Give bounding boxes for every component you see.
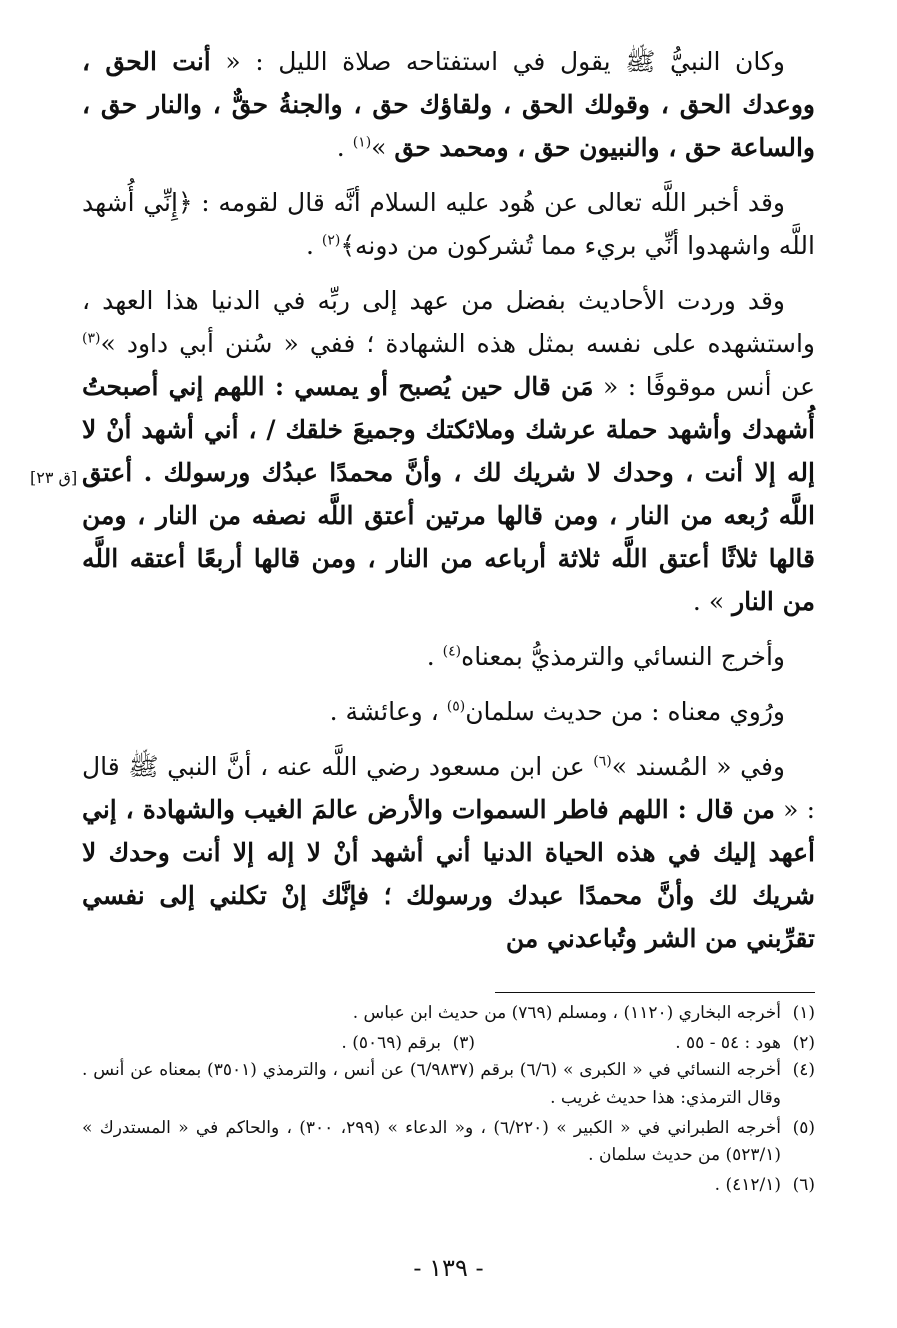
text-run: ورُوي معناه : من حديث سلمان xyxy=(465,697,785,726)
hadith-text: أنت الحق ، ووعدك الحق ، وقولك الحق ، ولقاؤك حق ، والجنةُ حقٌّ ، والنار حق ، والساعة حق ، والنبيون حق ، ومحمد حق xyxy=(82,47,815,162)
text-run: » xyxy=(371,133,395,162)
footnote-number: (٥) xyxy=(792,1117,815,1138)
text-run: وقد وردت الأحاديث بفضل من عهد إلى ربِّه في الدنيا هذا العهد ، واستشهده على نفسه بمثل هذه الشهادة ؛ ففي « سُنن أبي داود » xyxy=(82,286,815,358)
text-run: . xyxy=(305,231,322,260)
footnote-number: (٦) xyxy=(792,1175,815,1196)
footnote-ref: (٥) xyxy=(446,698,466,715)
text-run: عن ابن مسعود رضي اللَّه عنه ، أنَّ النبي ﷺ قال : « xyxy=(82,752,815,824)
hadith-text: مَن قال حين يُصبح أو يمسي : اللهم إني أصبحتُ أُشهدك وأشهد حملة عرشك وملائكتك وجميعَ خلقك / ، أني أشهد أنْ لا إله إلا أنت ، وحدك لا شريك لك ، وأنَّ محمدًا عبدُك ورسولك . أعتق اللَّه رُبعه من النار ، ومن قالها مرتين أعتق اللَّه نصفه من النار ، ومن قالها ثلاثًا أعتق اللَّه ثلاثة أرباعه من النار ، ومن قالها أربعًا أعتقه اللَّه من النار xyxy=(82,372,815,616)
main-text xyxy=(82,40,815,972)
footnote-number: (٤) xyxy=(792,1060,815,1081)
footnote-ref: (٣) xyxy=(82,330,101,347)
text-run: وكان النبيُّ ﷺ يقول في استفتاحه صلاة الليل : « xyxy=(210,47,785,76)
footnotes xyxy=(82,1000,815,1202)
footnote-separator xyxy=(495,992,815,993)
text-run: » . xyxy=(692,587,733,616)
footnote-ref: (٢) xyxy=(321,232,341,249)
paragraph xyxy=(82,635,815,678)
footnote-ref: (١) xyxy=(352,134,372,151)
footnote-number: (٢) xyxy=(792,1033,815,1054)
footnote xyxy=(82,1000,815,1027)
paragraph xyxy=(82,40,815,169)
paragraph xyxy=(82,745,815,960)
text-run: وقد أخبر اللَّه تعالى عن هُود عليه السلام أنَّه قال لقومه : ﴿إِنِّي أُشهد اللَّه واشهدوا أنِّي بريء مما تُشركون من دونه﴾ xyxy=(82,188,815,260)
hadith-text: من قال : اللهم فاطر السموات والأرض عالمَ الغيب والشهادة ، إني أعهد إليك في هذه الحياة الدنيا أني أشهد أنْ لا إله إلا أنت وحدك لا شريك لك وأنَّ محمدًا عبدك ورسولك ؛ فإنَّك إنْ تكلني إلى نفسي تقرِّبني من الشر وتُباعدني من xyxy=(82,795,815,953)
paragraph xyxy=(82,181,815,267)
text-run: . xyxy=(426,642,443,671)
footnote-number: (٣) xyxy=(452,1033,475,1054)
footnote-ref: (٤) xyxy=(442,643,462,660)
paragraph xyxy=(82,690,815,733)
text-run: عن أنس موقوفًا : « xyxy=(593,372,816,401)
paragraph xyxy=(82,279,815,623)
footnote-text: هود : ٥٤ - ٥٥ . xyxy=(675,1033,781,1054)
text-run: وفي « المُسند » xyxy=(611,752,785,781)
page-number: - ١٣٩ - xyxy=(413,1254,484,1282)
footnote xyxy=(82,1115,815,1169)
footnote-ref: (٦) xyxy=(593,753,612,770)
footnote-row xyxy=(82,1030,815,1057)
footnote xyxy=(82,1172,815,1199)
footnote xyxy=(475,1030,815,1057)
footnote xyxy=(82,1057,815,1111)
text-run: . xyxy=(336,133,353,162)
footnote-text: برقم (٥٠٦٩) . xyxy=(341,1033,441,1054)
footnote-number: (١) xyxy=(792,1003,815,1023)
footnote-text: أخرجه الطبراني في « الكبير » (٦/٢٢٠) ، و« الدعاء » (٢٩٩، ٣٠٠) ، والحاكم في « المستدرك » (٥٢٣/١) من حديث سلمان . xyxy=(82,1117,781,1165)
footnote-text: أخرجه النسائي في « الكبرى » (٦/٦) برقم (٦/٩٨٣٧) عن أنس ، والترمذي (٣٥٠١) بمعناه عن أنس . وقال الترمذي: هذا حديث غريب . xyxy=(82,1060,782,1108)
text-run: وأخرج النسائي والترمذيُّ بمعناه xyxy=(461,642,785,671)
manuscript-folio-marker: [ق ٢٣] xyxy=(30,468,78,487)
footnote xyxy=(82,1030,475,1057)
text-run: ، وعائشة . xyxy=(329,697,447,726)
footnote-text: أخرجه البخاري (١١٢٠) ، ومسلم (٧٦٩) من حديث ابن عباس . xyxy=(352,1003,781,1023)
footnote-text: (٤١٢/١) . xyxy=(714,1175,781,1196)
